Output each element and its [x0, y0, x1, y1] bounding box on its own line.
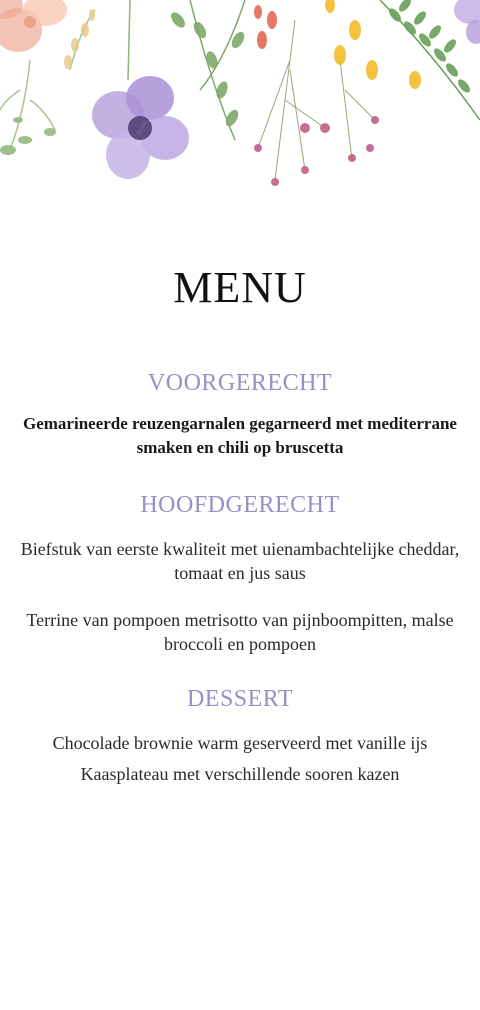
section-heading-hoofdgerecht: HOOFDGERECHT — [140, 492, 340, 518]
section-heading-dessert: DESSERT — [186, 686, 294, 712]
purple-flower-icon — [92, 0, 189, 179]
lilac-flower-icon — [454, 0, 480, 44]
pink-flower-icon — [0, 0, 67, 52]
dish-item: Terrine van pompoen metrisotto van pijnboompitten, malse broccoli en pompoen — [26, 610, 454, 654]
dish-item: Gemarineerde reuzengarnalen gegarneerd met mediterrane smaken en chili op bruscetta — [23, 414, 457, 457]
dish-item: Biefstuk van eerste kwaliteit met uienambachtelijke cheddar, tomaat en jus saus — [20, 539, 460, 583]
page-title: MENU — [173, 263, 307, 312]
dish-item: Chocolade brownie warm geserveerd met vanille ijs — [52, 733, 428, 753]
section-heading-voorgerecht: VOORGERECHT — [147, 370, 333, 396]
floral-border-illustration — [0, 0, 480, 200]
dish-item: Kaasplateau met verschillende sooren kazen — [80, 764, 400, 784]
